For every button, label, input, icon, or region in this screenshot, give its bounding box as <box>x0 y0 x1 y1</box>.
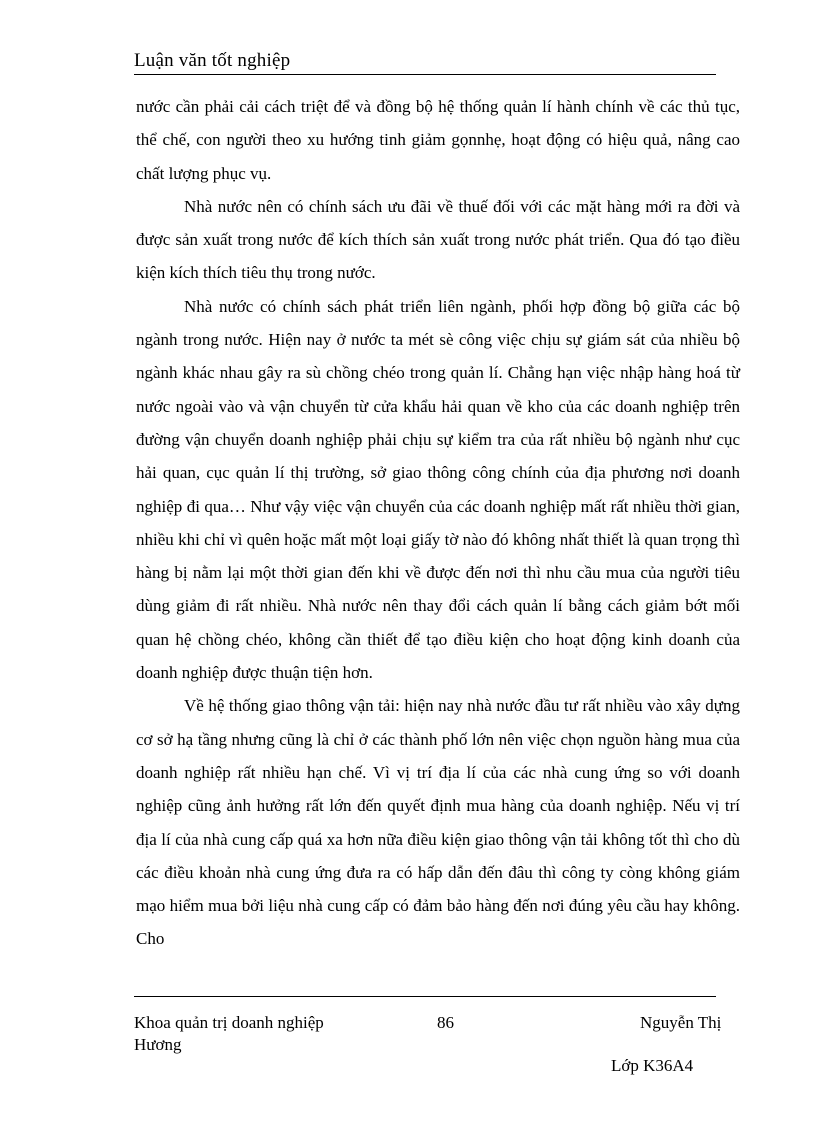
document-body <box>136 90 740 956</box>
footer-class: Lớp K36A4 <box>611 1056 694 1075</box>
footer-author: Nguyễn Thị <box>640 1013 722 1032</box>
footer-faculty: Khoa quản trị doanh nghiệp <box>134 1013 324 1032</box>
paragraph-transport: Về hệ thống giao thông vận tải: hiện nay nhà nước đầu tư rất nhiều vào xây dựng cơ sở hạ tầng nhưng cũng là chỉ ở các thành phố lớn nên việc chọn nguồn hàng mua của doanh nghiệp rất nhiều hạn chế. Vì vị trí địa lí của các nhà cung ứng so với doanh nghiệp cũng ảnh hưởng rất lớn đến quyết định mua hàng của doanh nghiệp. Nếu vị trí địa lí của nhà cung cấp quá xa hơn nữa điều kiện giao thông vận tải không tốt thì cho dù các điều khoản nhà cung ứng đưa ra có hấp dẫn đến đâu thì công ty còng không giám mạo hiểm mua bởi liệu nhà cung cấp có đảm bảo hàng đến nơi đúng yêu cầu hay không. Cho <box>136 696 740 949</box>
footer-divider <box>134 996 716 997</box>
page-header-title: Luận văn tốt nghiệp <box>134 49 716 75</box>
paragraph-continuation: nước cần phải cải cách triệt để và đồng bộ hệ thống quản lí hành chính về các thủ tục, thể chế, con người theo xu hướng tinh giảm gọnnhẹ, hoạt động có hiệu quả, nâng cao chất lượng phục vụ. <box>136 97 740 183</box>
page-number: 86 <box>437 1013 454 1032</box>
footer-author-continuation: Hương <box>134 1035 182 1054</box>
paragraph-interagency: Nhà nước có chính sách phát triển liên ngành, phối hợp đồng bộ giữa các bộ ngành trong nước. Hiện nay ở nước ta mét sè công việc chịu sự giám sát của nhiều bộ ngành khác nhau gây ra sù chồng chéo trong quản lí. Chẳng hạn việc nhập hàng hoá từ nước ngoài vào và vận chuyển từ cửa khẩu hải quan về kho của các doanh nghiệp trên đường vận chuyển doanh nghiệp phải chịu sự kiểm tra của rất nhiều bộ ngành như cục hải quan, cục quản lí thị trường, sở giao thông công chính của địa phương nơi doanh nghiệp đi qua… Như vậy việc vận chuyển của các doanh nghiệp mất rất nhiều thời gian, nhiều khi chỉ vì quên hoặc mất một loại giấy tờ nào đó không nhất thiết là quan trọng thì hàng bị nằm lại một thời gian đến khi về được đến nơi thì nhu cầu mua của người tiêu dùng giảm đi rất nhiều. Nhà nước nên thay đổi cách quản lí bằng cách giảm bớt mối quan hệ chồng chéo, không cần thiết để tạo điều kiện cho hoạt động kinh doanh của doanh nghiệp được thuận tiện hơn. <box>136 296 740 683</box>
paragraph-tax-policy: Nhà nước nên có chính sách ưu đãi về thuế đối với các mặt hàng mới ra đời và được sản xuất trong nước để kích thích sản xuất trong nước phát triển. Qua đó tạo điều kiện kích thích tiêu thụ trong nước. <box>136 196 740 283</box>
